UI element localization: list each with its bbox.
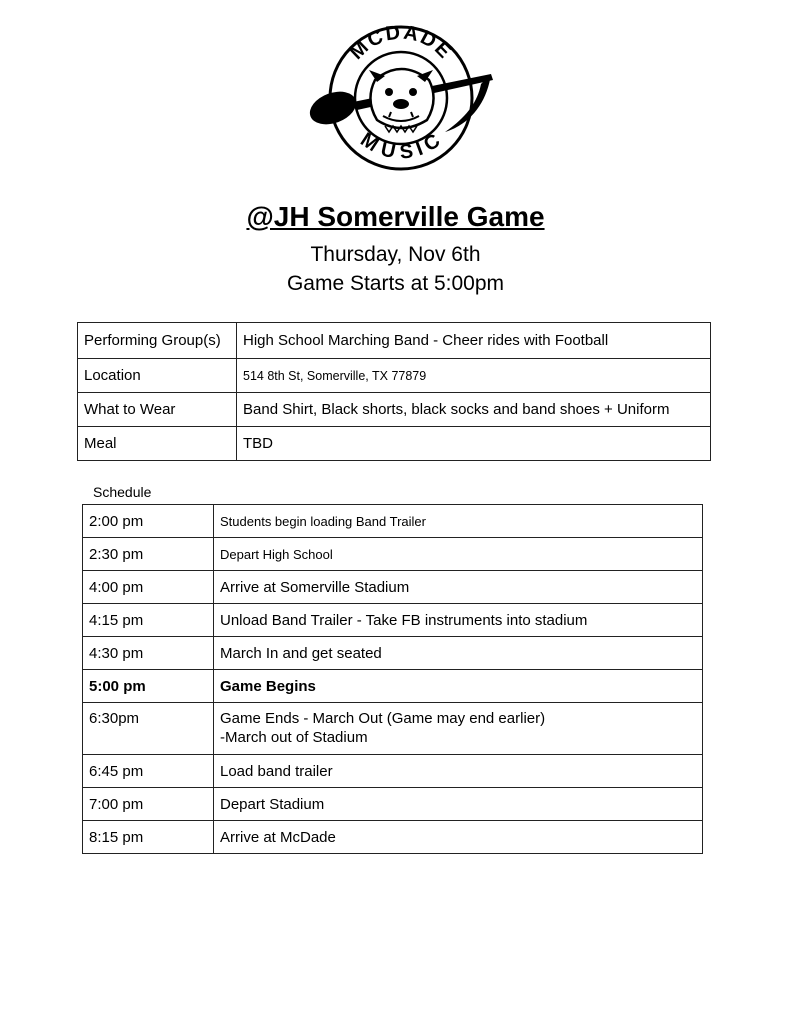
table-row <box>83 571 703 604</box>
schedule-event-line: -March out of Stadium <box>220 729 368 746</box>
schedule-event <box>214 703 703 755</box>
schedule-time: 6:30pm <box>83 703 214 755</box>
schedule-time: 2:00 pm <box>83 505 214 538</box>
schedule-event-line: Game Ends - March Out (Game may end earlier) <box>220 710 546 727</box>
schedule-event: March In and get seated <box>214 637 703 670</box>
logo-top-text: MCDADE <box>345 22 457 64</box>
schedule-time: 8:15 pm <box>83 821 214 854</box>
meal-value: TBD <box>237 427 711 461</box>
wear-label: What to Wear <box>78 393 237 427</box>
table-row <box>83 788 703 821</box>
page-title: @JH Somerville Game <box>246 201 545 232</box>
mcdade-music-logo <box>305 22 497 174</box>
table-row <box>83 821 703 854</box>
table-row <box>78 323 711 359</box>
schedule-event: Students begin loading Band Trailer <box>214 505 703 538</box>
schedule-event: Game Begins <box>214 670 703 703</box>
game-start-time: Game Starts at 5:00pm <box>286 272 505 295</box>
schedule-table <box>82 504 703 854</box>
wear-value: Band Shirt, Black shorts, black socks and band shoes + Uniform <box>237 393 711 427</box>
table-row <box>78 427 711 461</box>
schedule-event: Unload Band Trailer - Take FB instruments into stadium <box>214 604 703 637</box>
schedule-event: Arrive at Somerville Stadium <box>214 571 703 604</box>
meal-label: Meal <box>78 427 237 461</box>
table-row <box>83 505 703 538</box>
schedule-time: 4:30 pm <box>83 637 214 670</box>
schedule-time: 5:00 pm <box>83 670 214 703</box>
table-row <box>83 637 703 670</box>
logo-bottom-text: MUSIC <box>356 128 446 164</box>
table-row <box>83 670 703 703</box>
table-row <box>78 359 711 393</box>
event-info-table <box>77 322 711 461</box>
performing-value: High School Marching Band - Cheer rides with Football <box>237 323 711 359</box>
schedule-event: Depart Stadium <box>214 788 703 821</box>
svg-text:MCDADE <box>346 22 457 64</box>
schedule-event: Arrive at McDade <box>214 821 703 854</box>
music-note-head <box>305 86 360 131</box>
schedule-time: 4:15 pm <box>83 604 214 637</box>
location-label: Location <box>78 359 237 393</box>
table-row <box>83 604 703 637</box>
table-row <box>83 703 703 755</box>
table-row <box>83 755 703 788</box>
table-row <box>83 538 703 571</box>
event-date: Thursday, Nov 6th <box>310 243 481 266</box>
performing-label: Performing Group(s) <box>78 323 237 359</box>
schedule-event: Depart High School <box>214 538 703 571</box>
schedule-time: 7:00 pm <box>83 788 214 821</box>
table-row <box>78 393 711 427</box>
schedule-time: 2:30 pm <box>83 538 214 571</box>
schedule-event: Load band trailer <box>214 755 703 788</box>
location-value: 514 8th St, Somerville, TX 77879 <box>237 359 711 393</box>
svg-text:MUSIC <box>357 128 446 163</box>
bulldog-icon <box>369 69 434 132</box>
schedule-time: 6:45 pm <box>83 755 214 788</box>
schedule-time: 4:00 pm <box>83 571 214 604</box>
schedule-label: Schedule <box>93 484 152 500</box>
